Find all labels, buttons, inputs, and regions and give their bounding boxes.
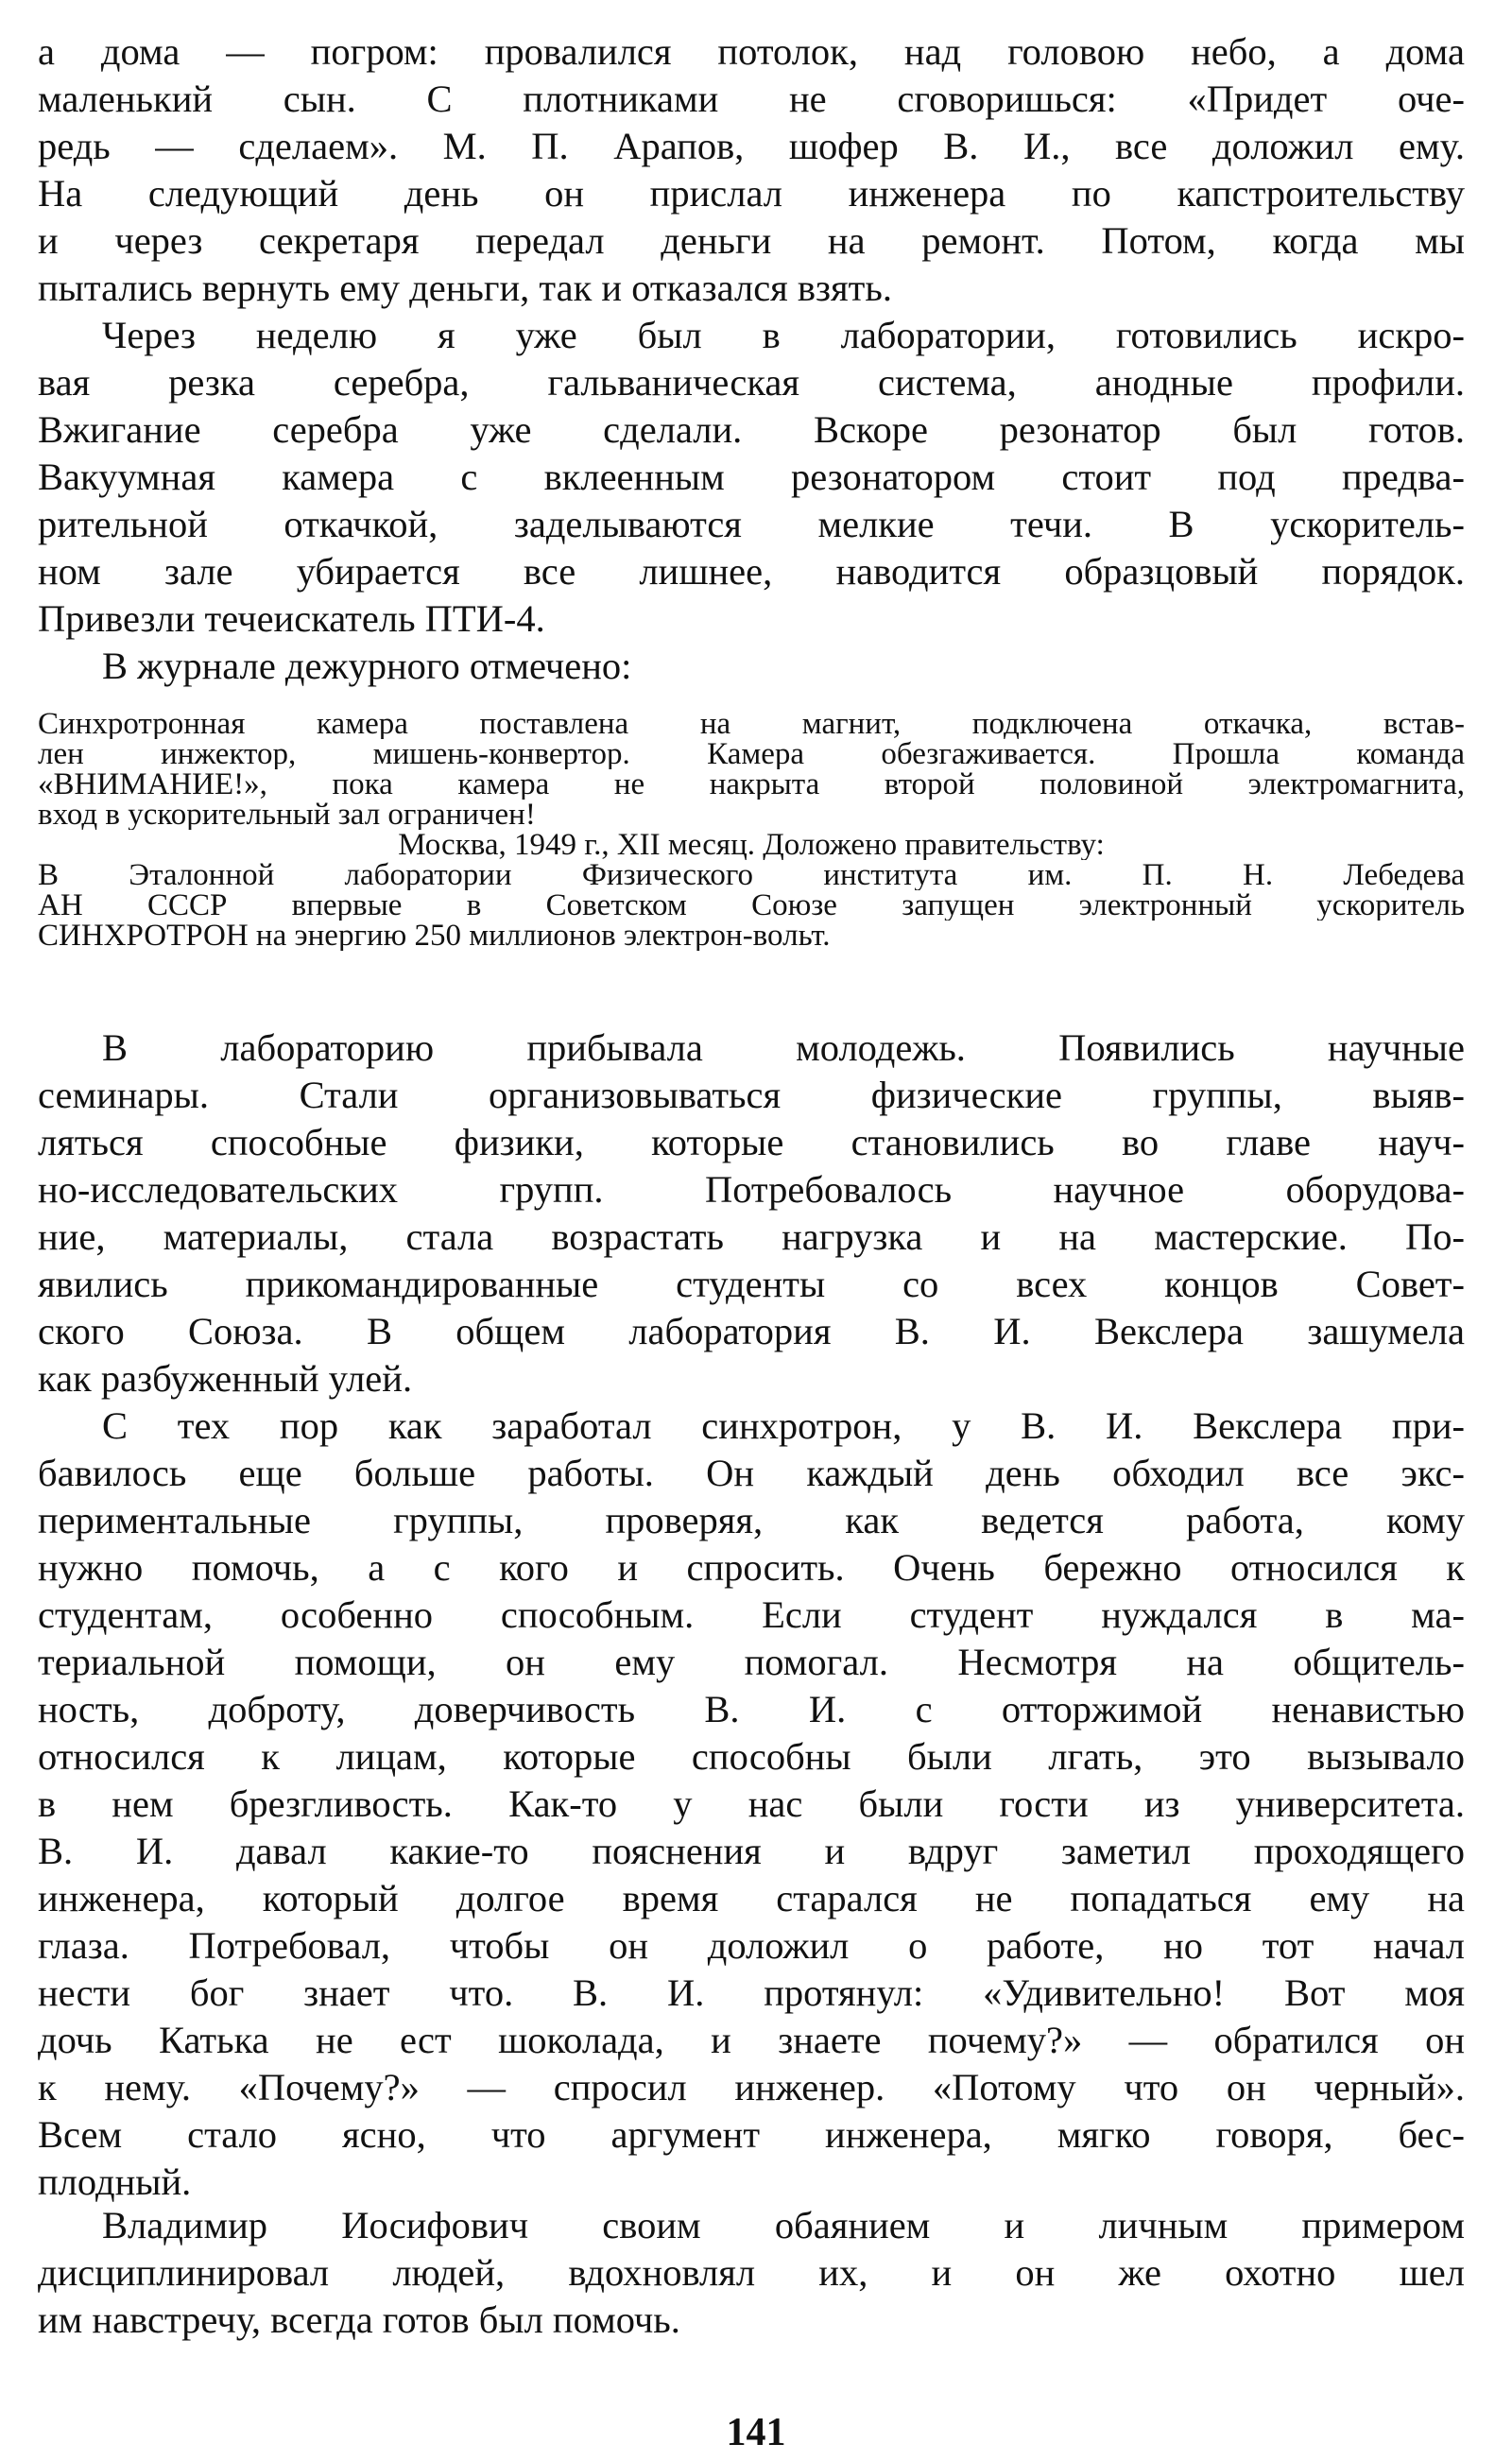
journal-line: Синхротронная камера поставлена на магнит, подключена откачка, встав- — [38, 709, 1465, 739]
text-line: Вакуумная камера с вклеенным резонатором стоит под предва- — [38, 456, 1465, 498]
paragraph-3 — [38, 643, 1465, 690]
text-line: семинары. Стали организовываться физические группы, выяв- — [38, 1074, 1465, 1116]
text-line: рительной откачкой, заделываются мелкие течи. В ускоритель- — [38, 503, 1465, 545]
text-line: глаза. Потребовал, чтобы он доложил о работе, но тот начал — [38, 1924, 1465, 1967]
text-line: териальной помощи, он ему помогал. Несмотря на общитель- — [38, 1641, 1465, 1683]
text-line: дочь Катька не ест шоколада, и знаете почему?» — обратился он — [38, 2019, 1465, 2061]
text-line: маленький сын. С плотниками не сговоришься: «Придет оче- — [38, 77, 1465, 120]
text-line: к нему. «Почему?» — спросил инженер. «Потому что он черный». — [38, 2066, 1465, 2108]
text-line: студентам, особенно способным. Если студент нуждался в ма- — [38, 1593, 1465, 1636]
text-line: Всем стало ясно, что аргумент инженера, мягко говоря, бес- — [38, 2113, 1465, 2156]
text-line: но-исследовательских групп. Потребовалось научное оборудова- — [38, 1168, 1465, 1211]
report-line: СИНХРОТРОН на энергию 250 миллионов электрон-вольт. — [38, 921, 831, 951]
text-line: В журнале дежурного отмечено: — [102, 645, 632, 687]
text-line: нужно помочь, а с кого и спросить. Очень бережно относился к — [38, 1546, 1465, 1589]
text-line: бавилось еще больше работы. Он каждый день обходил все экс- — [38, 1452, 1465, 1494]
text-line: как разбуженный улей. — [38, 1357, 413, 1400]
report-line: В Эталонной лаборатории Физического института им. П. Н. Лебедева — [38, 860, 1465, 890]
paragraph-2 — [38, 312, 1465, 643]
page-number: 141 — [726, 2411, 786, 2454]
journal-line: «ВНИМАНИЕ!», пока камера не накрыта второй половиной электромагнита, — [38, 769, 1465, 800]
text-line: вая резка серебра, гальваническая система, анодные профили. — [38, 361, 1465, 404]
report-heading: Москва, 1949 г., XII месяц. Доложено правительству: — [398, 830, 1105, 860]
paragraph-6 — [38, 2202, 1465, 2344]
text-line: ского Союза. В общем лаборатория В. И. Векслера зашумела — [38, 1310, 1465, 1352]
text-line: явились прикомандированные студенты со всех концов Совет- — [38, 1263, 1465, 1305]
text-line: Привезли течеискатель ПТИ-4. — [38, 597, 545, 640]
text-line: им навстречу, всегда готов был помочь. — [38, 2298, 680, 2341]
text-line: а дома — погром: провалился потолок, над головою небо, а дома — [38, 30, 1465, 73]
text-line: нести бог знает что. В. И. протянул: «Удивительно! Вот моя — [38, 1971, 1465, 2014]
report-text — [38, 860, 1465, 951]
paragraph-5 — [38, 1403, 1465, 2206]
text-line: ном зале убирается все лишнее, наводится образцовый порядок. — [38, 550, 1465, 593]
report-heading-block — [38, 830, 1465, 860]
text-line: относился к лицам, которые способны были лгать, это вызывало — [38, 1735, 1465, 1778]
text-line: и через секретаря передал деньги на ремонт. Потом, когда мы — [38, 219, 1465, 262]
text-line: пытались вернуть ему деньги, так и отказался взять. — [38, 267, 892, 309]
text-line: в нем брезгливость. Как-то у нас были гости из университета. — [38, 1782, 1465, 1825]
report-line: АН СССР впервые в Советском Союзе запущен электронный ускоритель — [38, 890, 1465, 921]
journal-line: лен инжектор, мишень-конвертор. Камера обезгаживается. Прошла команда — [38, 739, 1465, 769]
text-line: ние, материалы, стала возрастать нагрузка и на мастерские. По- — [38, 1215, 1465, 1258]
text-line: В. И. давал какие-то пояснения и вдруг заметил проходящего — [38, 1830, 1465, 1872]
paragraph-4 — [38, 1024, 1465, 1403]
text-line: На следующий день он прислал инженера по капстроительству — [38, 172, 1465, 215]
text-line: ность, доброту, доверчивость В. И. с отторжимой ненавистью — [38, 1688, 1465, 1730]
journal-line: вход в ускорительный зал ограничен! — [38, 800, 536, 830]
text-line: С тех пор как заработал синхротрон, у В. И. Векслера при- — [102, 1404, 1465, 1447]
text-line: Владимир Иосифович своим обаянием и личным примером — [102, 2204, 1465, 2246]
text-line: В лабораторию прибывала молодежь. Появились научные — [102, 1026, 1465, 1069]
text-line: Через неделю я уже был в лаборатории, готовились искро- — [102, 314, 1465, 356]
text-line: плодный. — [38, 2160, 192, 2203]
text-line: периментальные группы, проверяя, как ведется работа, кому — [38, 1499, 1465, 1541]
text-line: инженера, который долгое время старался не попадаться ему на — [38, 1877, 1465, 1919]
journal-entry — [38, 709, 1465, 830]
paragraph-1 — [38, 28, 1465, 312]
text-line: ляться способные физики, которые становились во главе науч- — [38, 1121, 1465, 1163]
text-line: дисциплинировал людей, вдохновлял их, и он же охотно шел — [38, 2251, 1465, 2294]
text-line: Вжигание серебра уже сделали. Вскоре резонатор был готов. — [38, 408, 1465, 451]
text-line: редь — сделаем». М. П. Арапов, шофер В. И., все доложил ему. — [38, 125, 1465, 167]
